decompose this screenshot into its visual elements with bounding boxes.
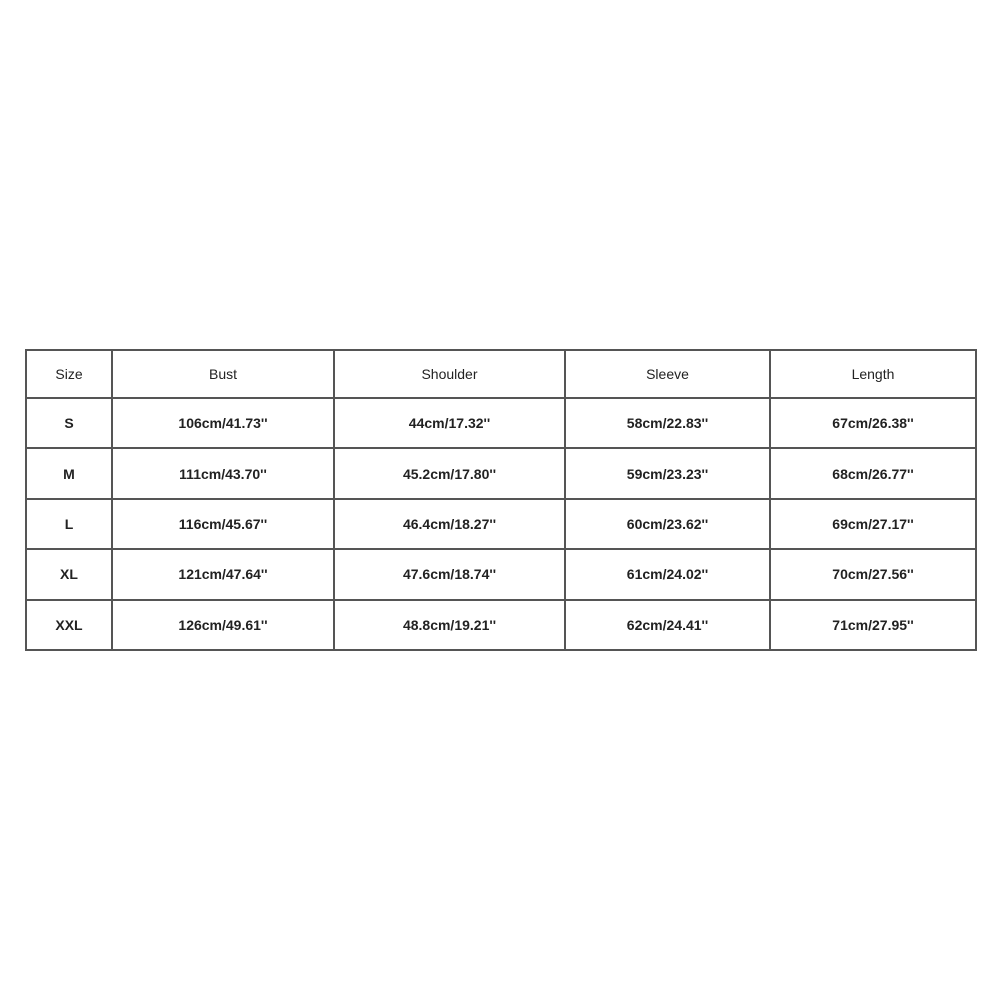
table-row [26,549,976,599]
shoulder-cell: 45.2cm/17.80'' [334,448,565,498]
length-cell: 68cm/26.77'' [770,448,976,498]
sleeve-cell: 59cm/23.23'' [565,448,770,498]
length-cell: 69cm/27.17'' [770,499,976,549]
table-header-row [26,350,976,398]
shoulder-cell: 46.4cm/18.27'' [334,499,565,549]
sleeve-cell: 62cm/24.41'' [565,600,770,650]
size-cell: L [26,499,112,549]
length-cell: 67cm/26.38'' [770,398,976,448]
length-cell: 71cm/27.95'' [770,600,976,650]
shoulder-cell: 48.8cm/19.21'' [334,600,565,650]
bust-cell: 121cm/47.64'' [112,549,334,599]
sleeve-cell: 61cm/24.02'' [565,549,770,599]
size-cell: XL [26,549,112,599]
table-row [26,499,976,549]
sleeve-cell: 60cm/23.62'' [565,499,770,549]
size-cell: S [26,398,112,448]
header-size: Size [26,350,112,398]
size-chart-table [25,349,977,651]
bust-cell: 111cm/43.70'' [112,448,334,498]
bust-cell: 126cm/49.61'' [112,600,334,650]
shoulder-cell: 47.6cm/18.74'' [334,549,565,599]
header-length: Length [770,350,976,398]
table-row [26,398,976,448]
bust-cell: 106cm/41.73'' [112,398,334,448]
header-sleeve: Sleeve [565,350,770,398]
sleeve-cell: 58cm/22.83'' [565,398,770,448]
table-row [26,448,976,498]
header-bust: Bust [112,350,334,398]
table-row [26,600,976,650]
header-shoulder: Shoulder [334,350,565,398]
size-cell: M [26,448,112,498]
shoulder-cell: 44cm/17.32'' [334,398,565,448]
bust-cell: 116cm/45.67'' [112,499,334,549]
size-cell: XXL [26,600,112,650]
length-cell: 70cm/27.56'' [770,549,976,599]
